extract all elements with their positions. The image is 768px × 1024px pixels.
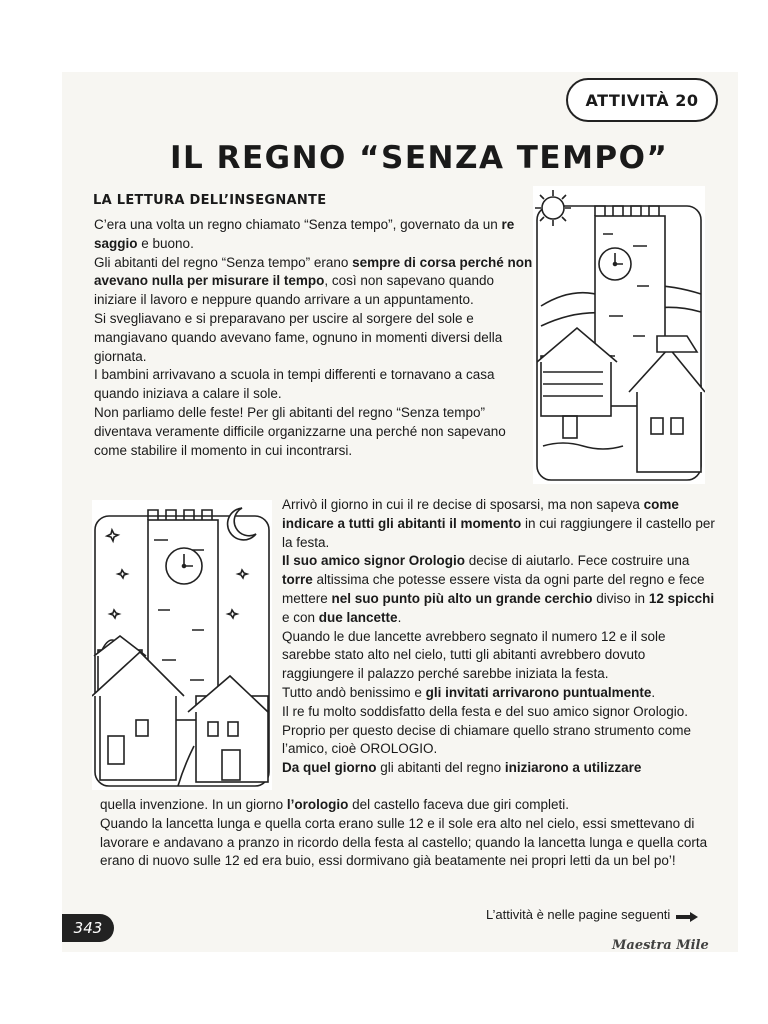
text-run: Il re fu molto soddisfatto della festa e del suo amico signor Orologio. Proprio per questo decise di chiamare quello strano strumento come l’amico, cioè OROLOGIO. — [282, 703, 691, 757]
bold-phrase: gli invitati arrivarono puntualmente — [425, 684, 652, 700]
bold-phrase: iniziarono a utilizzare — [504, 760, 642, 776]
story-block-a — [94, 216, 534, 460]
text-run: . — [651, 684, 656, 700]
text-run: decise di aiutarlo. Fece costruire una — [465, 553, 690, 569]
text-run: I bambini arrivavano a scuola in tempi differenti e tornavano a casa quando iniziava a calare il sole. — [94, 367, 495, 402]
bold-phrase: 12 spicchi — [648, 590, 715, 606]
continue-note — [486, 907, 698, 922]
clock-icon — [599, 248, 631, 280]
text-run: in cui raggiungere il castello per la festa. — [282, 515, 715, 550]
paragraph — [94, 310, 534, 366]
bold-phrase: Da quel giorno — [282, 760, 377, 776]
text-run: Tutto andò benissimo e — [282, 684, 426, 700]
text-run: Non parliamo delle feste! Per gli abitanti del regno “Senza tempo” diventava veramente difficile organizzarne una perché non sapevano come stabilire il momento in cui incontrarsi. — [94, 404, 506, 458]
paragraph — [282, 684, 717, 703]
clock-icon — [166, 548, 202, 584]
text-run: del castello faceva due giri completi. — [348, 797, 570, 812]
text-run: . — [397, 609, 402, 625]
text-run: Arrivò il giorno in cui il re decise di sposarsi, ma non sapeva — [282, 497, 644, 512]
bold-phrase: re saggio — [94, 217, 515, 251]
story-block-c — [100, 796, 720, 871]
bold-phrase: come indicare a tutti gli abitanti il momento — [282, 497, 679, 531]
bold-phrase: Il suo amico signor Orologio — [282, 553, 466, 569]
paragraph — [94, 216, 534, 254]
moon-icon — [228, 508, 256, 540]
paragraph — [94, 404, 534, 460]
arrow-right-icon — [676, 910, 698, 920]
section-subtitle: LA LETTURA DELL’INSEGNANTE — [93, 193, 327, 208]
activity-badge: ATTIVITÀ 20 — [566, 78, 718, 122]
paragraph — [94, 254, 534, 310]
footer-watermark: Maestra Mile — [612, 938, 709, 953]
text-run: Quando le due lancette avrebbero segnato il numero 12 e il sole sarebbe stato alto nel cielo, tutti gli abitanti avrebbero dovuto raggiungere il palazzo perché sarebbe iniziata la festa. — [282, 628, 666, 682]
text-run: diviso in — [592, 590, 649, 606]
story-block-b — [282, 496, 717, 778]
paragraph — [282, 496, 717, 552]
illustration-day-tower — [533, 186, 705, 484]
bold-phrase: sempre di corsa perché non avevano nulla per misurare il tempo — [94, 254, 533, 289]
continue-text: L’attività è nelle pagine seguenti — [486, 907, 671, 922]
paragraph — [100, 815, 720, 871]
paragraph — [282, 759, 717, 778]
sun-icon — [535, 190, 571, 226]
bold-phrase: nel suo punto più alto un grande cerchio — [331, 590, 593, 606]
paragraph — [282, 628, 717, 684]
text-run: e buono. — [137, 235, 194, 251]
text-run: Si svegliavano e si preparavano per uscire al sorgere del sole e mangiavano quando avevano fame, ognuno in momenti diversi della giornata. — [94, 310, 503, 364]
page-number: 343 — [62, 914, 114, 942]
text-run: C’era una volta un regno chiamato “Senza tempo”, governato da un — [94, 217, 502, 232]
text-run: Gli abitanti del regno “Senza tempo” erano — [94, 254, 353, 270]
illustration-night-tower — [92, 500, 272, 790]
text-run: Quando la lancetta lunga e quella corta erano sulle 12 e il sole era alto nel cielo, essi smettevano di lavorare e andavano a pranzo in ricordo della festa al castello; quando la lancetta lunga e quella corta erano di nuovo sulle 12 ed era buio, essi dormivano già beatamente nei propri letti da un bel po’! — [100, 815, 708, 869]
bold-phrase: l’orologio — [286, 797, 349, 812]
paragraph — [282, 552, 717, 627]
text-run: e con — [282, 609, 319, 625]
paragraph — [94, 366, 534, 404]
text-run: altissima che potesse essere vista da ogni parte del regno e fece mettere — [282, 572, 705, 606]
text-run: gli abitanti del regno — [376, 760, 505, 776]
page-title: IL REGNO “SENZA TEMPO” — [170, 140, 669, 176]
paragraph — [100, 796, 720, 815]
paragraph — [282, 703, 717, 759]
text-run: , così non sapevano quando iniziare il lavoro e neppure quando arrivare a un appuntamento. — [94, 273, 494, 308]
bold-phrase: due lancette — [318, 609, 398, 625]
text-run: quella invenzione. In un giorno — [100, 797, 287, 812]
bold-phrase: torre — [282, 572, 313, 588]
